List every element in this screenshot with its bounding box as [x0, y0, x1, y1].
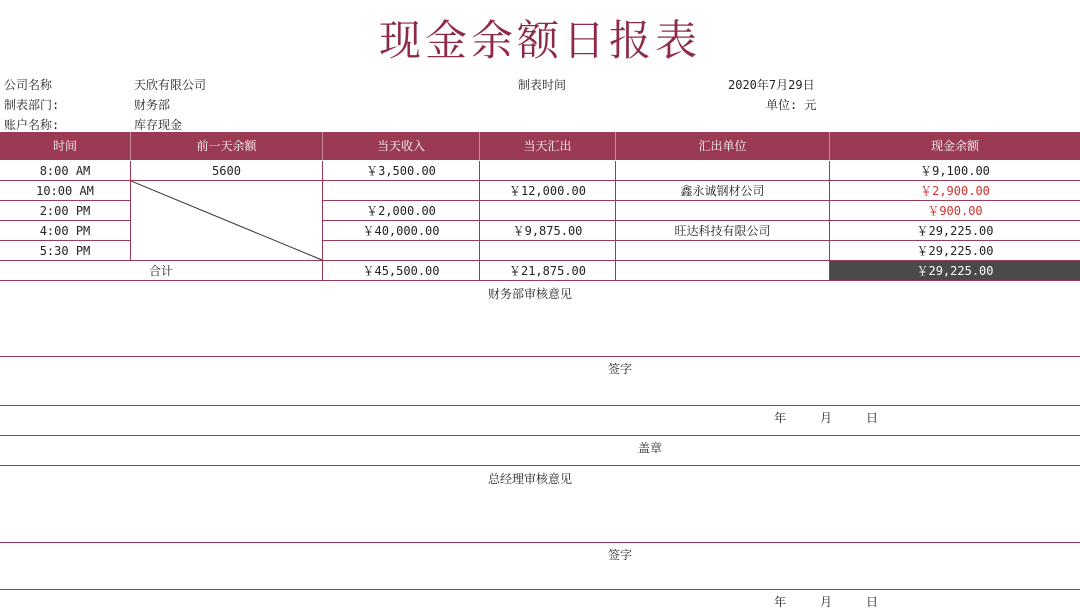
header-prev-balance: 前一天余额	[131, 132, 323, 160]
table-row-unit	[616, 241, 830, 261]
table-row-out: ￥9,875.00	[480, 221, 616, 241]
time-label: 制表时间	[518, 78, 567, 92]
table-row-income	[323, 241, 480, 261]
header-outflow: 当天汇出	[480, 132, 616, 160]
table-row-income: ￥40,000.00	[323, 221, 480, 241]
table-row-time: 5:30 PM	[0, 241, 131, 261]
date-value: 2020年7月29日	[728, 78, 815, 92]
table-row-balance: ￥9,100.00	[830, 161, 1080, 181]
header-time: 时间	[0, 132, 131, 160]
page-title: 现金余额日报表	[378, 16, 701, 65]
finance-opinion-label: 财务部审核意见	[488, 287, 573, 301]
account-value: 库存现金	[134, 118, 183, 132]
table-row-unit: 旺达科技有限公司	[616, 221, 830, 241]
divider	[0, 435, 1080, 436]
table-row-balance: ￥900.00	[830, 201, 1080, 221]
unit-label: 单位: 元	[766, 98, 817, 112]
total-income: ￥45,500.00	[323, 261, 480, 281]
header-cash-balance: 现金余额	[930, 139, 979, 153]
sign-label: 签字	[608, 362, 633, 376]
table-row-time: 4:00 PM	[0, 221, 131, 241]
table-row-income: ￥3,500.00	[323, 161, 480, 181]
year-label: 年	[774, 411, 787, 425]
table-row-time: 8:00 AM	[0, 161, 131, 181]
month-label-2: 月	[820, 595, 833, 609]
divider	[0, 356, 1080, 357]
header-income: 当天收入	[323, 132, 480, 160]
header-payee: 汇出单位	[616, 132, 830, 160]
total-balance: ￥29,225.00	[830, 261, 1080, 281]
table-row-income: ￥2,000.00	[323, 201, 480, 221]
account-label: 账户名称:	[4, 118, 60, 132]
table-row-time: 10:00 AM	[0, 181, 131, 201]
total-out: ￥21,875.00	[480, 261, 616, 281]
table-row-out	[480, 161, 616, 181]
year-label-2: 年	[774, 595, 787, 609]
month-label: 月	[820, 411, 833, 425]
divider	[0, 465, 1080, 466]
table-row-out	[480, 241, 616, 261]
table-row-balance: ￥29,225.00	[830, 241, 1080, 261]
prev-balance-merged-cell	[131, 181, 323, 261]
sign-label-2: 签字	[608, 548, 633, 562]
table-row-unit	[616, 201, 830, 221]
gm-opinion-label: 总经理审核意见	[488, 472, 573, 486]
table-row-prev: 5600	[131, 161, 323, 181]
dept-value: 财务部	[134, 98, 171, 112]
company-label: 公司名称	[4, 78, 53, 92]
table-row-balance: ￥29,225.00	[830, 221, 1080, 241]
divider	[0, 405, 1080, 406]
table-row-balance: ￥2,900.00	[830, 181, 1080, 201]
seal-label: 盖章	[638, 441, 663, 455]
table-row-unit	[616, 161, 830, 181]
diagonal-line	[131, 181, 323, 261]
table-row-income	[323, 181, 480, 201]
divider	[0, 542, 1080, 543]
total-label: 合计	[0, 261, 323, 281]
company-value: 天欣有限公司	[134, 78, 207, 92]
table-row-out	[480, 201, 616, 221]
day-label-2: 日	[866, 595, 879, 609]
table-row-out: ￥12,000.00	[480, 181, 616, 201]
table-header	[0, 132, 1080, 160]
total-unit-empty	[616, 261, 830, 281]
table-row-unit: 鑫永诚钢材公司	[616, 181, 830, 201]
day-label: 日	[866, 411, 879, 425]
dept-label: 制表部门:	[4, 98, 60, 112]
divider	[0, 589, 1080, 590]
table-row-time: 2:00 PM	[0, 201, 131, 221]
